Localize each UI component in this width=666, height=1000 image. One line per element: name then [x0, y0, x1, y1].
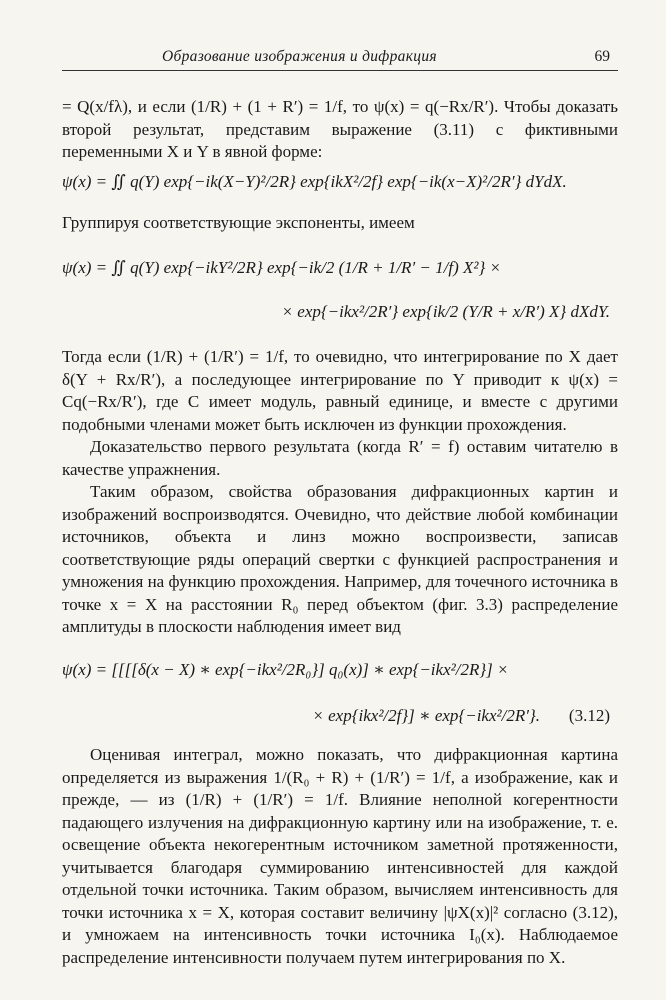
formula-text: ψ(x) = ∬ q(Y) exp{−ikY²/2R} exp{−ik/2 (1/R + 1/R′ − 1/f) X²} ×: [62, 258, 501, 277]
equation-number: (3.12): [568, 706, 610, 725]
formula-2-line-1: [62, 258, 618, 278]
paragraph: Доказательство первого результата (когда R′ = f) оставим читателю в качестве упражнения.: [62, 437, 618, 479]
paragraph: Таким образом, свойства образования дифракционных картин и изображений воспроизводятся. Очевидно, что действие любой комбинации источников, объекта и линз можно воспроизвести, записав соответствующие ряды операций свертки с функцией распространения и умножения на функцию прохождения. Например, для точечного источника в точке x = X на расстоянии R₀ перед объектом (фиг. 3.3) распределение амплитуды в плоскости наблюдения имеет вид: [62, 482, 618, 636]
formula-text: × exp{−ikx²/2R′} exp{ik/2 (Y/R + x/R′) X} dXdY.: [281, 302, 610, 321]
paragraph-block-1: [62, 96, 618, 164]
formula-3-line-1: [62, 660, 618, 680]
page-header: [62, 46, 618, 71]
running-title: Образование изображения и дифракция: [162, 48, 437, 65]
formula-text: × exp{ikx²/2f}] ∗ exp{−ikx²/2R′}.: [312, 706, 540, 725]
page-number: 69: [594, 48, 610, 65]
paragraph: = Q(x/fλ), и если (1/R) + (1 + R′) = 1/f, то ψ(x) = q(−Rx/R′). Чтобы доказать второй результат, представим выражение (3.11) с фиктивными переменными X и Y в явной форме:: [62, 97, 618, 161]
paragraph-block-4: [62, 744, 618, 969]
paragraph-block-3: [62, 346, 618, 639]
paragraph: Группируя соответствующие экспоненты, имеем: [62, 213, 415, 232]
paragraph: Оценивая интеграл, можно показать, что дифракционная картина определяется из выражения 1/(R₀ + R) + (1/R′) = 1/f, а изображение, как и прежде, — из (1/R) + (1/R′) = 1/f. Влияние неполной когерентности падающего излучения на дифракционную картину или на изображение, т. е. освещение объекта некогерентным источником заметной протяженности, учитывается благодаря суммированию интенсивностей для каждой отдельной точки источника. Таким образом, вычисляем интенсивность для точки источника x = X, которая составит величину |ψX(x)|² согласно (3.12), и умножаем на интенсивность точки источника I₀(x). Наблюдаемое распределение интенсивности получаем путем интегрирования по X.: [62, 745, 618, 967]
paragraph-block-2: [62, 212, 618, 235]
formula-1: [62, 172, 618, 192]
formula-text: ψ(x) = [[[[δ(x − X) ∗ exp{−ikx²/2R₀}] q₀(x)] ∗ exp{−ikx²/2R}] ×: [62, 660, 509, 679]
paragraph: Тогда если (1/R) + (1/R′) = 1/f, то очевидно, что интегрирование по X дает δ(Y + Rx/R′), а последующее интегрирование по Y приводит к ψ(x) = Cq(−Rx/R′), где C имеет модуль, равный единице, и вместе с другими подобными членами может быть исключен из функции прохождения.: [62, 347, 618, 434]
formula-text: ψ(x) = ∬ q(Y) exp{−ik(X−Y)²/2R} exp{ikX²/2f} exp{−ik(x−X)²/2R′} dYdX.: [62, 172, 567, 191]
